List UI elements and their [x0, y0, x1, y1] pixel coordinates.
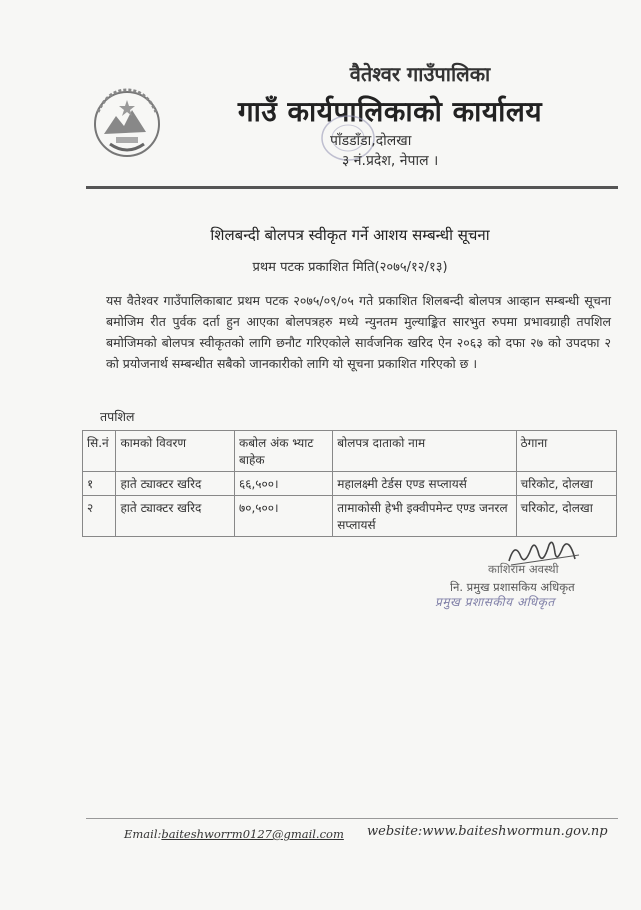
row-sn: २ — [83, 496, 116, 537]
footer-website — [367, 824, 608, 839]
email-link[interactable]: baiteshworrm0127@gmail.com — [161, 827, 344, 841]
row-sn: १ — [83, 472, 116, 496]
header-sn: सि.नं — [83, 431, 116, 472]
footer-email — [124, 827, 344, 841]
office-name: गाउँ कार्यपालिकाको कार्यालय — [237, 95, 543, 128]
notice-body: यस वैतेश्वर गाउँपालिकाबाट प्रथम पटक २०७५/०९/०५ गते प्रकाशित शिलबन्दी बोलपत्र आव्हान सम्बन्धी सूचना बमोजिम रीत पुर्वक दर्ता हुन आएका बोलपत्रहरु मध्ये न्युनतम मुल्याङ्कित सारभुत रुपमा प्रभावग्राही तपशिल बमोजिमको बोलपत्र स्वीकृतको लागि छनौट गरिएकोले सार्वजनिक खरिद ऐन २०६३ को दफा २७ को उपदफा २ को प्रयोजनार्थ सम्बन्धीत सबैको जानकारीको लागि यो सूचना प्रकाशित गरिएको छ । — [106, 293, 611, 371]
website-label: website: — [367, 824, 423, 839]
address-line-1: पाँडडाँडा,दोलखा — [330, 133, 412, 149]
table-row — [83, 472, 617, 496]
address-line-2: ३ नं.प्रदेश, नेपाल । — [342, 153, 439, 169]
row-address: चरिकोट, दोलखा — [516, 496, 616, 537]
details-label: तपशिल — [100, 409, 135, 424]
signatory-stamp: प्रमुख प्रशासकीय अधिकृत — [435, 595, 555, 609]
row-amount: ६६,५००। — [234, 472, 332, 496]
signer-title: नि. प्रमुख प्रशासकिय अधिकृत — [450, 580, 575, 594]
website-link[interactable]: www.baiteshwormun.gov.np — [422, 824, 608, 839]
row-work: हाते ट्याक्टर खरिद — [116, 496, 235, 537]
nepal-emblem-icon — [86, 82, 168, 162]
bid-table — [82, 430, 617, 537]
row-bidder: महालक्ष्मी टेर्डस एण्ड सप्लायर्स — [333, 472, 516, 496]
header-address: ठेगाना — [516, 431, 616, 472]
row-bidder: तामाकोसी हेभी इक्वीपमेन्ट एण्ड जनरल सप्लायर्स — [333, 496, 516, 537]
header-bidder: बोलपत्र दाताको नाम — [333, 431, 516, 472]
row-amount: ७०,५००। — [234, 496, 332, 537]
row-work: हाते ट्याक्टर खरिद — [116, 472, 235, 496]
footer-divider — [86, 818, 618, 819]
notice-title: शिलबन्दी बोलपत्र स्वीकृत गर्ने आशय सम्बन्धी सूचना — [210, 226, 490, 244]
row-address: चरिकोट, दोलखा — [516, 472, 616, 496]
signer-name: काशिराम अवस्थी — [488, 562, 559, 576]
header-amount: कबोल अंक भ्याट बाहेक — [234, 431, 332, 472]
email-label: Email: — [124, 827, 162, 841]
table-header-row — [83, 431, 617, 472]
publication-date: प्रथम पटक प्रकाशित मिति(२०७५/१२/१३) — [252, 260, 448, 275]
table-row — [83, 496, 617, 537]
header-work: कामको विवरण — [116, 431, 235, 472]
header-divider — [86, 186, 618, 189]
municipality-name: वैतेश्वर गाउँपालिका — [349, 62, 491, 86]
